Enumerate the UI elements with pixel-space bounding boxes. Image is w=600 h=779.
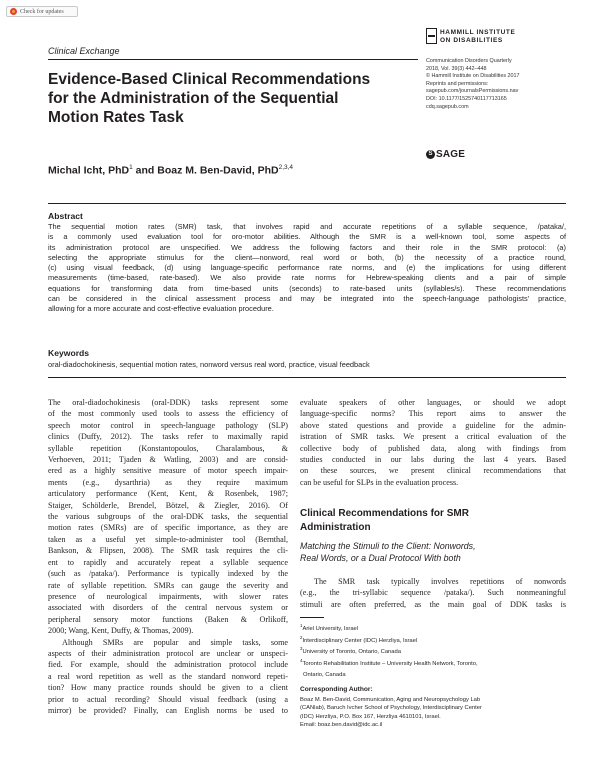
body-line: Bankson, & Flipsen, 2008). The SMR task requires the cli- (48, 546, 288, 556)
body-line: the various subgroups of the oral-DDK tasks, the sequential (48, 512, 288, 522)
pub-info-line: Communication Disorders Quarterly (426, 58, 512, 64)
body-line: ered as a highly sensitive measure of motor speech impair- (48, 466, 288, 476)
body-line: (e.g., the tri-syllabic sequence /pataka/). Such nonmeaningful (300, 588, 566, 598)
body-column-right (300, 397, 566, 488)
subsection-heading-line: Matching the Stimuli to the Client: Nonwords, (300, 541, 476, 551)
body-line: The oral-diadochokinesis (oral-DDK) tasks represent some (48, 398, 288, 407)
publication-info (426, 58, 566, 111)
author-conjunction: and (132, 164, 158, 177)
body-line: mirror) be provided? Finally, can English norms be used to (48, 705, 288, 715)
abstract-line: selecting the appropriate stimulus for the client—nonword, real word or both, (b) the necessity of a practice round, (48, 252, 566, 262)
body-line: Staiger, Schölderle, Brendel, Bötzel, & Ziegler, 2016). Of (48, 500, 288, 510)
corresponding-line: Boaz M. Ben-David, Communication, Aging and Neuropsychology Lab (300, 697, 481, 703)
abstract-line: its administration protocol are unspecified. We address the following factors and their role in the SMR protocol: (a) (48, 242, 566, 252)
footnote-rule (300, 617, 324, 618)
body-line: The SMR task typically involves repetitions of nonwords (314, 577, 566, 586)
pub-info-line: 2018, Vol. 39(3) 442–448 (426, 65, 487, 72)
author-affiliation-ref: 2,3,4 (278, 164, 294, 171)
keywords-rule (48, 377, 566, 378)
body-line: syllable repetition (Konstantopoulos, Charalambous, & (48, 443, 288, 453)
affiliation: $^2$Interdisciplinary Center (IDC) Herzliya, Israel (300, 634, 418, 644)
pub-info-link[interactable]: sagepub.com/journalsPermissions.nav (426, 88, 519, 95)
body-line: aspects of their administration protocol are unclear or unspeci- (48, 648, 288, 658)
corresponding-author-heading: Corresponding Author: (300, 686, 373, 693)
body-column-right-continued (300, 576, 566, 610)
body-line: presence of neurological impairments, with slower rates (48, 591, 288, 601)
body-line: istration of SMR tasks. We present a critical evaluation of the (300, 432, 566, 442)
author-name: Michal Icht, PhD (48, 164, 130, 177)
abstract-line: allowing for a more accurate and cost-effective evaluation procedure. (48, 304, 274, 314)
body-line: peripheral sensory motor functions (Baken & Orlikoff, (48, 614, 288, 624)
corresponding-line: (IDC) Herzliya, P.O. Box 167, Herzliya 4610101, Israel. (300, 713, 441, 720)
body-line: above stated questions and provide a guideline for the admin- (300, 420, 566, 430)
author-name: Boaz M. Ben-David, PhD (157, 164, 279, 177)
section-heading-line: Clinical Recommendations for SMR (300, 508, 469, 519)
affiliation: $^4$Toronto Rehabilitation Institute – University Health Network, Toronto, (300, 657, 478, 667)
body-line: a real word repetition as well as the standard nonword repeti- (48, 671, 288, 681)
body-line: ent to rapidly and accurately repeat a syllable sequence (48, 557, 288, 567)
publisher-logo (426, 26, 556, 48)
body-line: on these sources, we present clinical recommendations that (300, 466, 566, 476)
body-line: ments (e.g., dysarthria) as they require maximum (48, 477, 288, 487)
body-line: 2000; Wang, Kent, Duffy, & Thomas, 2009). (48, 626, 194, 636)
body-line: taken as a useful yet simple-to-administer tool (Bernthal, (48, 534, 288, 544)
author-line (48, 164, 293, 177)
body-line: of the most commonly used tools to assess the efficiency of (48, 409, 288, 419)
body-line: Verhoeven, 2011; Tjaden & Watling, 2003) and are consid- (48, 455, 288, 465)
badge-label: Check for updates (20, 8, 64, 15)
section-label: Clinical Exchange (48, 46, 120, 56)
sage-circle-icon: S (426, 150, 435, 159)
pub-info-line: Reprints and permissions: (426, 80, 489, 87)
body-line: motion rates (SMRs) are of specific importance, as they are (48, 523, 288, 533)
abstract-line: (c) using visual feedback, (d) using language-specific performance rate norms, and (e) the implications for using different (48, 263, 566, 273)
body-line: fied. For example, should the administration protocol include (48, 660, 288, 670)
author-affiliation-ref: 1 (129, 164, 133, 171)
section-heading (300, 507, 469, 534)
body-line: Although SMRs are popular and simple tasks, some (62, 637, 288, 647)
abstract-line: measurements (time-based, rate-based). We also provide rate norms for Hebrew-speaking clients and a pair of simple (48, 273, 566, 283)
affiliation: $^3$University of Toronto, Ontario, Canada (300, 646, 401, 655)
abstract-line: The sequential motion rates (SMR) task, that involves rapid and accurate repetitions of a syllable sequence, /pataka/, (48, 222, 566, 231)
body-line: speech motor control in speech-language pathology (SLP) (48, 420, 288, 430)
title-line: for the Administration of the Sequential (48, 90, 339, 107)
subsection-heading (300, 540, 476, 564)
body-line: associated with disorders of the central nervous system or (48, 603, 288, 613)
body-line: articulatory performance (Kent, Kent, & Rosenbek, 1987; (48, 489, 288, 499)
abstract-line: can be considered in the clinical assessment process and may be integrated into the speech-language pathologists' practice, (48, 294, 566, 304)
update-icon (10, 8, 17, 15)
abstract-rule (48, 203, 566, 204)
abstract-heading: Abstract (48, 211, 83, 221)
corresponding-author-details (300, 696, 566, 730)
corresponding-line: (CANlab), Baruch Ivcher School of Psychology, Interdisciplinary Center (300, 705, 482, 712)
corresponding-email[interactable]: Email: boaz.ben.david@idc.ac.il (300, 722, 383, 729)
abstract-text (48, 222, 566, 315)
body-column-left (48, 397, 288, 716)
header-rule (48, 59, 418, 60)
hammill-logo-icon (426, 28, 437, 44)
affiliation: $^1$Ariel University, Israel (300, 623, 359, 632)
affiliations (300, 622, 566, 680)
publisher-line1: HAMMILL INSTITUTE (440, 29, 516, 36)
subsection-heading-line: Real Words, or a Dual Protocol With both (300, 553, 461, 563)
body-line: stimuli are often preferred, as the main goal of DDK tasks is (300, 599, 566, 609)
body-line: collective body of published data, along with findings from (300, 443, 566, 453)
article-title (48, 70, 418, 127)
keywords-heading: Keywords (48, 348, 90, 358)
body-line: (such as /pataka/). Performance is typically indexed by the (48, 569, 288, 579)
affiliation: Ontario, Canada (303, 671, 346, 678)
keywords-text: oral-diadochokinesis, sequential motion rates, nonword versus real word, practice, visual feedback (48, 360, 370, 369)
body-line: evaluate speakers of other languages, or should we adopt (300, 398, 566, 407)
sage-logo (426, 149, 465, 160)
pub-info-line: © Hammill Institute on Disabilities 2017 (426, 73, 520, 80)
title-line: Motion Rates Task (48, 109, 184, 126)
body-line: studies conducted in our labs during the last 4 years. Based (300, 455, 566, 465)
body-line: rate of syllable repetition. SMRs can gauge the severity and (48, 580, 288, 590)
body-line: language-specific norms? This report aims to answer the (300, 409, 566, 419)
body-line: prior to actual recording? Should visual feedback (using a (48, 694, 288, 704)
sage-logo-text: SAGE (436, 149, 466, 160)
pub-info-link[interactable]: cdq.sagepub.com (426, 103, 469, 110)
body-line: tion? How many practice rounds should be given to a client (48, 683, 288, 693)
body-line: can be useful for SLPs in the evaluation process. (300, 477, 459, 487)
check-for-updates-badge[interactable] (6, 6, 78, 17)
body-line: clinics (Duffy, 2012). The tasks refer to maximally rapid (48, 432, 288, 442)
abstract-line: equations for transforming data from time-based units (seconds) to rate-based units (syllables/s). These recommendations (48, 283, 566, 293)
publisher-line2: ON DISABILITIES (440, 37, 503, 44)
section-heading-line: Administration (300, 521, 371, 533)
title-line: Evidence-Based Clinical Recommendations (48, 71, 371, 88)
pub-info-doi[interactable]: DOI: 10.1177/1525740117713165 (426, 95, 507, 102)
abstract-line: is a commonly used evaluation tool for oro-motor abilities. Although the SMR is a well-known tool, some aspects of (48, 232, 566, 242)
